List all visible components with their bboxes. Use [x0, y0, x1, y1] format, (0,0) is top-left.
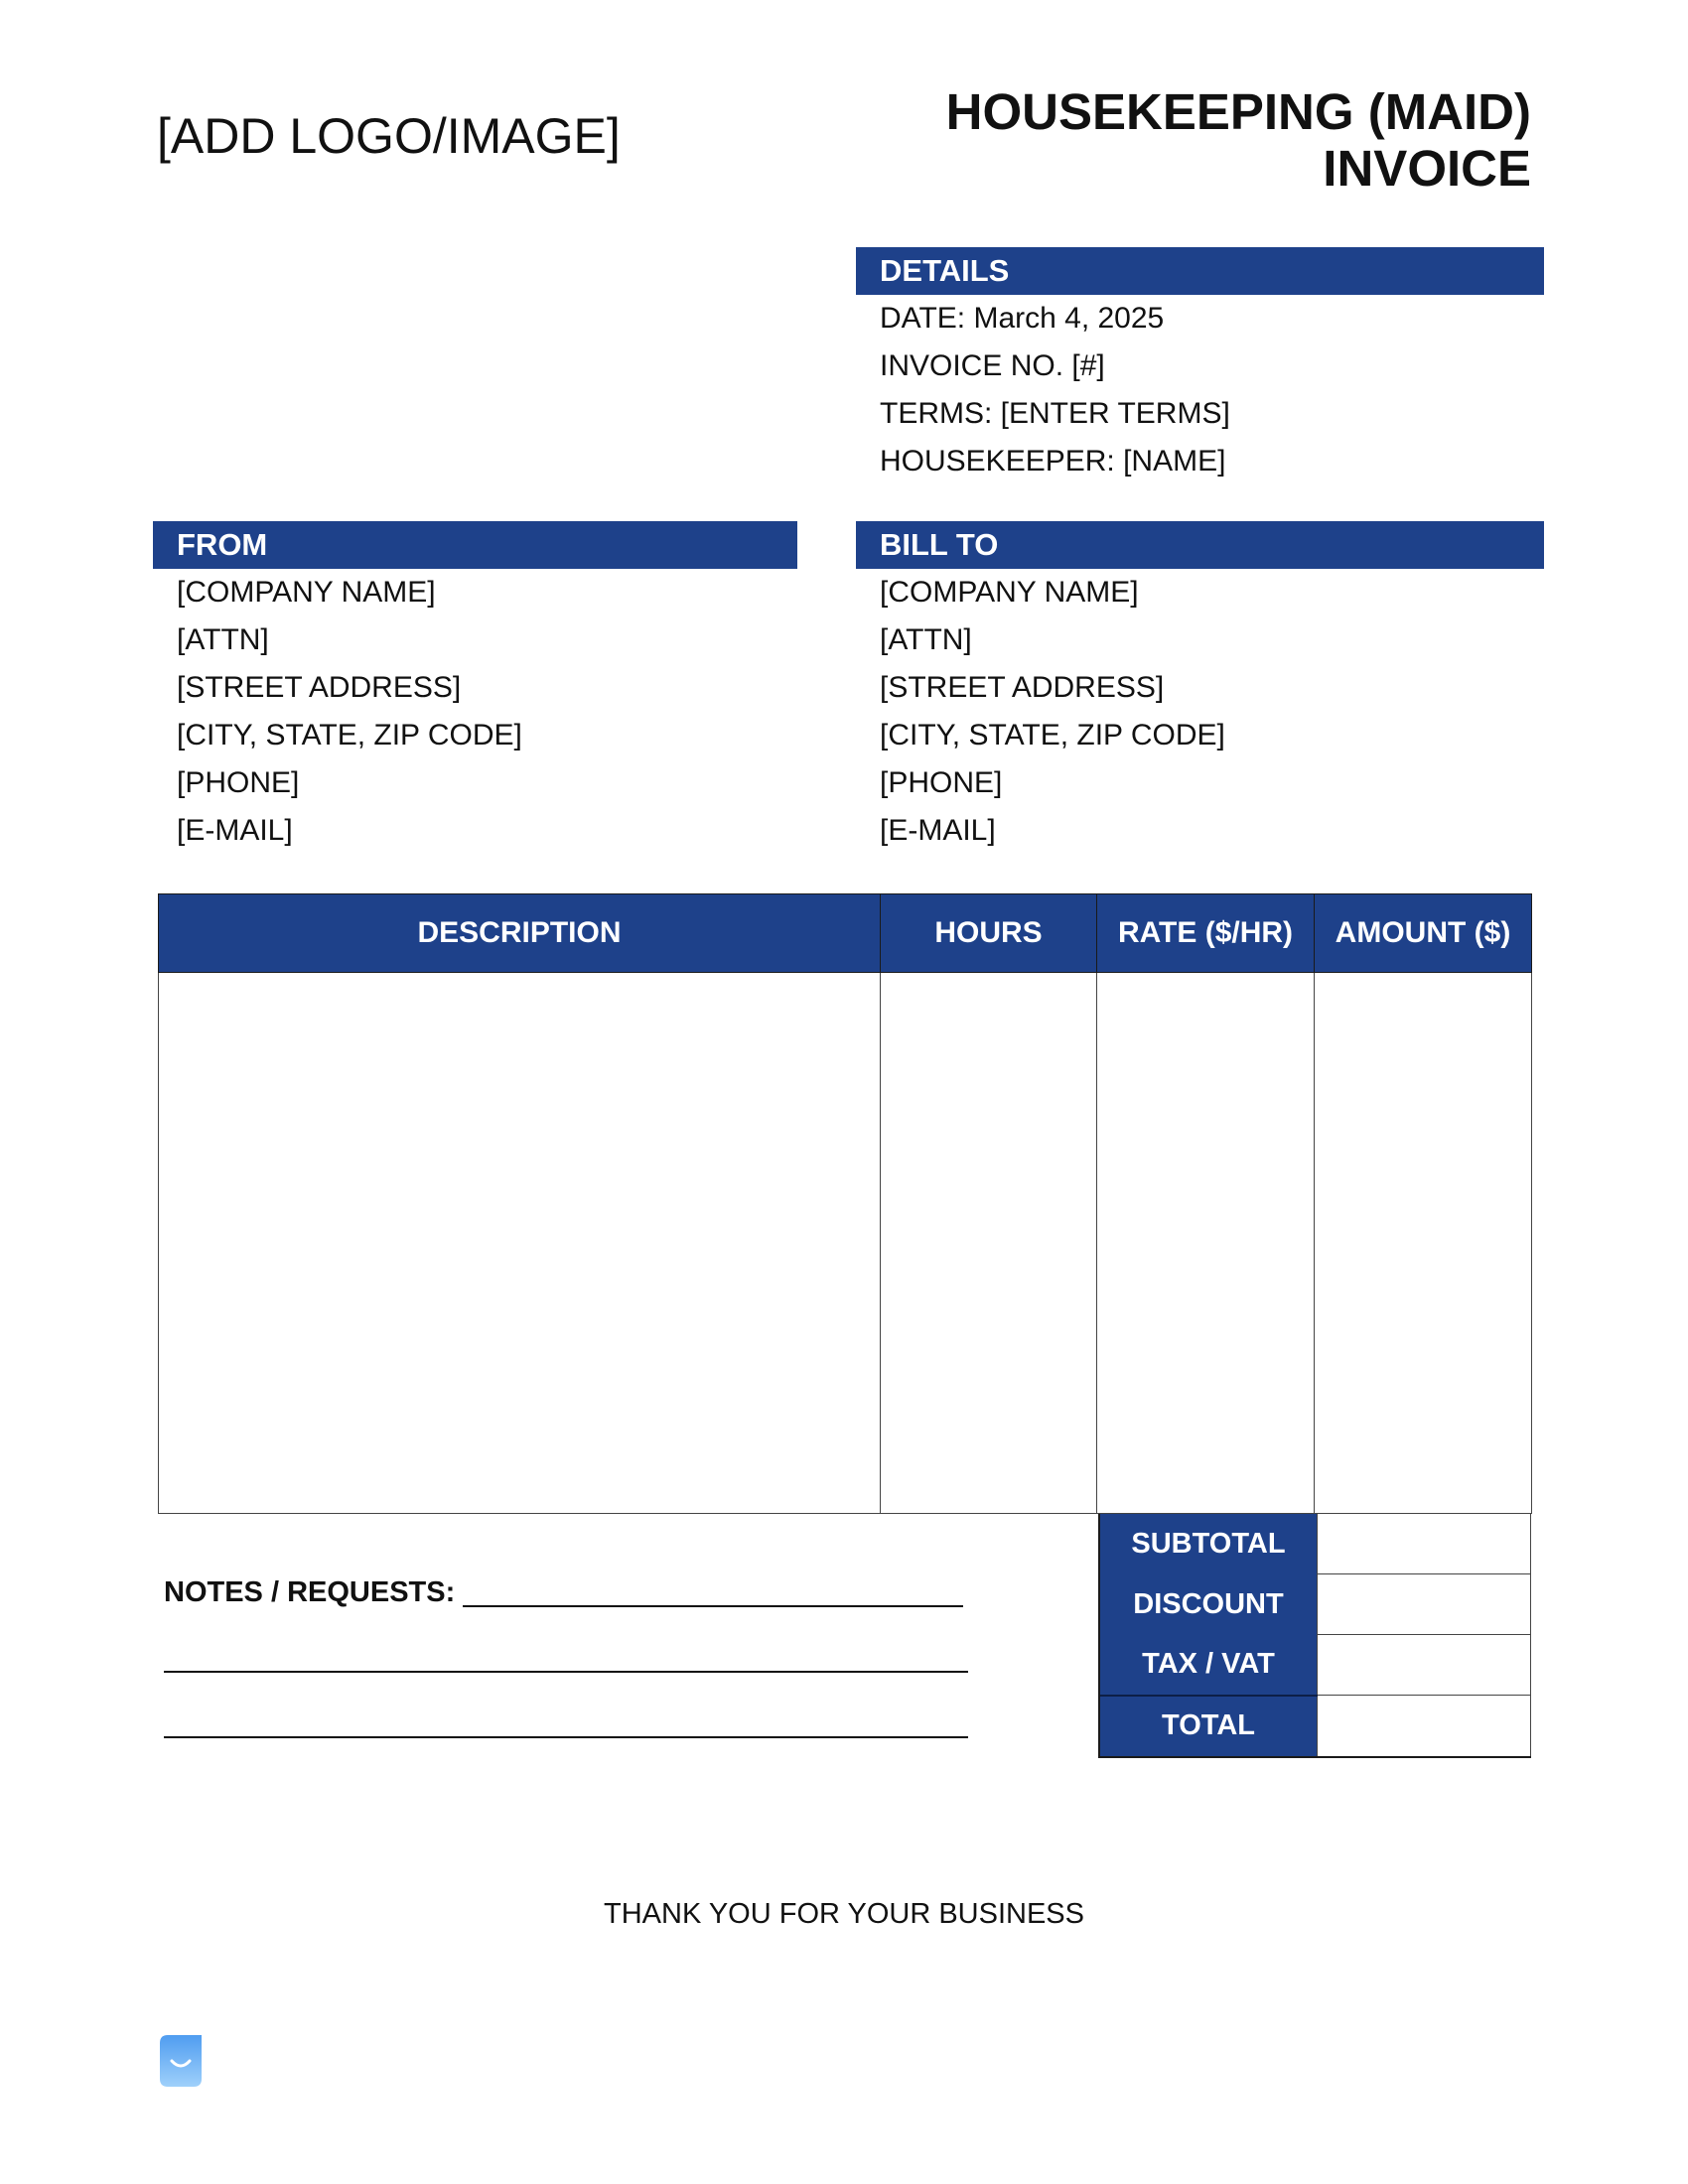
bill-to-heading: BILL TO	[856, 521, 1544, 569]
bill-to-attn[interactable]: [ATTN]	[880, 623, 972, 656]
line-items-table	[158, 893, 1532, 1514]
bill-to-phone[interactable]: [PHONE]	[880, 766, 1003, 799]
from-phone[interactable]: [PHONE]	[177, 766, 300, 799]
totals-table	[1098, 1513, 1531, 1758]
from-street-address[interactable]: [STREET ADDRESS]	[177, 671, 462, 704]
invoice-title-line-1: HOUSEKEEPING (MAID)	[945, 83, 1531, 140]
from-city-state-zip[interactable]: [CITY, STATE, ZIP CODE]	[177, 719, 522, 751]
tax-value[interactable]	[1318, 1635, 1531, 1696]
invoice-date[interactable]: DATE: March 4, 2025	[880, 302, 1165, 335]
bill-to-section	[856, 521, 1544, 855]
notes-label: NOTES / REQUESTS:	[164, 1576, 456, 1608]
details-section	[856, 247, 1544, 485]
hours-cell[interactable]	[881, 973, 1097, 1514]
subtotal-row	[1099, 1514, 1531, 1574]
description-cell[interactable]	[159, 973, 881, 1514]
from-heading: FROM	[153, 521, 797, 569]
tax-row	[1099, 1635, 1531, 1696]
discount-value[interactable]	[1318, 1574, 1531, 1635]
invoice-number[interactable]: INVOICE NO. [#]	[880, 349, 1105, 382]
details-heading: DETAILS	[856, 247, 1544, 295]
notes-line-3[interactable]	[164, 1736, 968, 1738]
logo-placeholder[interactable]: [ADD LOGO/IMAGE]	[157, 108, 621, 164]
bill-to-city-state-zip[interactable]: [CITY, STATE, ZIP CODE]	[880, 719, 1225, 751]
subtotal-label: SUBTOTAL	[1099, 1514, 1318, 1574]
amount-cell[interactable]	[1315, 973, 1532, 1514]
notes-line-2[interactable]	[164, 1671, 968, 1673]
from-attn[interactable]: [ATTN]	[177, 623, 269, 656]
tax-label: TAX / VAT	[1099, 1635, 1318, 1696]
notes-line-1[interactable]	[463, 1605, 963, 1607]
invoice-terms[interactable]: TERMS: [ENTER TERMS]	[880, 397, 1230, 430]
bill-to-street-address[interactable]: [STREET ADDRESS]	[880, 671, 1165, 704]
rate-cell[interactable]	[1097, 973, 1315, 1514]
total-row	[1099, 1696, 1531, 1757]
bill-to-company-name[interactable]: [COMPANY NAME]	[880, 576, 1139, 609]
table-row	[159, 973, 1532, 1514]
table-header-row	[159, 894, 1532, 973]
thank-you-message: THANK YOU FOR YOUR BUSINESS	[604, 1898, 1084, 1930]
brand-logo-icon	[160, 2035, 202, 2087]
column-header-rate: RATE ($/HR)	[1097, 894, 1315, 973]
housekeeper-name[interactable]: HOUSEKEEPER: [NAME]	[880, 445, 1226, 478]
discount-row	[1099, 1574, 1531, 1635]
discount-label: DISCOUNT	[1099, 1574, 1318, 1635]
subtotal-value[interactable]	[1318, 1514, 1531, 1574]
total-value[interactable]	[1318, 1696, 1531, 1757]
from-email[interactable]: [E-MAIL]	[177, 814, 293, 847]
total-label: TOTAL	[1099, 1696, 1318, 1757]
invoice-title	[946, 83, 1531, 197]
column-header-hours: HOURS	[881, 894, 1097, 973]
from-section	[153, 521, 797, 855]
invoice-title-line-2: INVOICE	[1323, 140, 1531, 197]
column-header-amount: AMOUNT ($)	[1315, 894, 1532, 973]
from-company-name[interactable]: [COMPANY NAME]	[177, 576, 436, 609]
column-header-description: DESCRIPTION	[159, 894, 881, 973]
bill-to-email[interactable]: [E-MAIL]	[880, 814, 996, 847]
